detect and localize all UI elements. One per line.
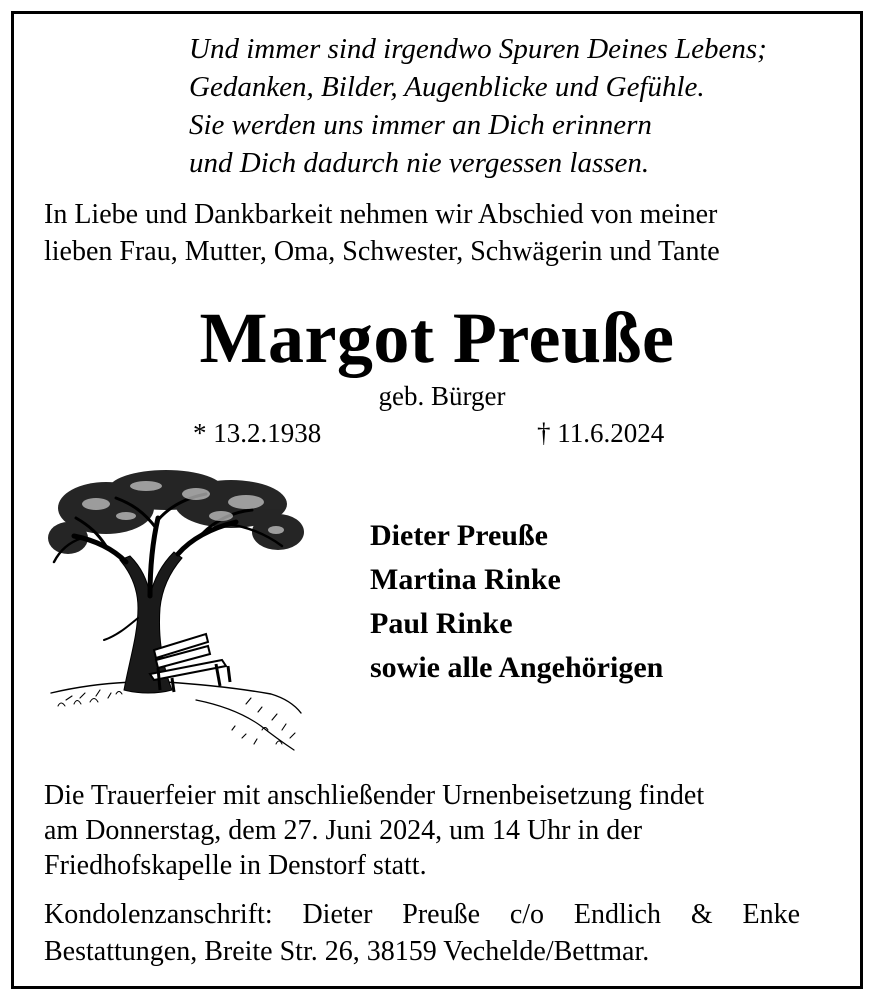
death-date: † 11.6.2024 — [537, 418, 665, 448]
mourner-name: sowie alle Angehörigen — [370, 651, 664, 684]
mourner-name: Paul Rinke — [370, 607, 513, 640]
funeral-line: am Donnerstag, dem 27. Juni 2024, um 14 Uhr in der — [44, 815, 643, 846]
funeral-line: Friedhofskapelle in Denstorf statt. — [44, 850, 427, 881]
condolence-line: Kondolenzanschrift: Dieter Preuße c/o Endlich & Enke — [44, 899, 800, 930]
birth-date: * 13.2.1938 — [193, 418, 322, 448]
mourner-name: Martina Rinke — [370, 563, 561, 596]
poem-line: Gedanken, Bilder, Augenblicke und Gefühle. — [189, 71, 705, 103]
funeral-notice — [44, 778, 704, 883]
mourners-list — [370, 514, 663, 690]
intro-line: lieben Frau, Mutter, Oma, Schwester, Schwägerin und Tante — [44, 236, 720, 267]
poem-line: Und immer sind irgendwo Spuren Deines Lebens; — [189, 33, 767, 65]
tree-with-bench-icon — [46, 468, 308, 758]
intro-line: In Liebe und Dankbarkeit nehmen wir Abschied von meiner — [44, 199, 718, 230]
condolence-line: Bestattungen, Breite Str. 26, 38159 Vechelde/Bettmar. — [44, 936, 650, 967]
mourner-name: Dieter Preuße — [370, 519, 548, 552]
condolence-address — [44, 896, 800, 970]
poem-line: Sie werden uns immer an Dich erinnern — [189, 109, 652, 141]
deceased-name: Margot Preuße — [199, 298, 675, 378]
funeral-line: Die Trauerfeier mit anschließender Urnenbeisetzung findet — [44, 780, 705, 811]
memorial-poem — [189, 30, 767, 182]
farewell-intro — [44, 196, 720, 270]
maiden-name: geb. Bürger — [378, 381, 506, 411]
poem-line: und Dich dadurch nie vergessen lassen. — [189, 147, 650, 179]
